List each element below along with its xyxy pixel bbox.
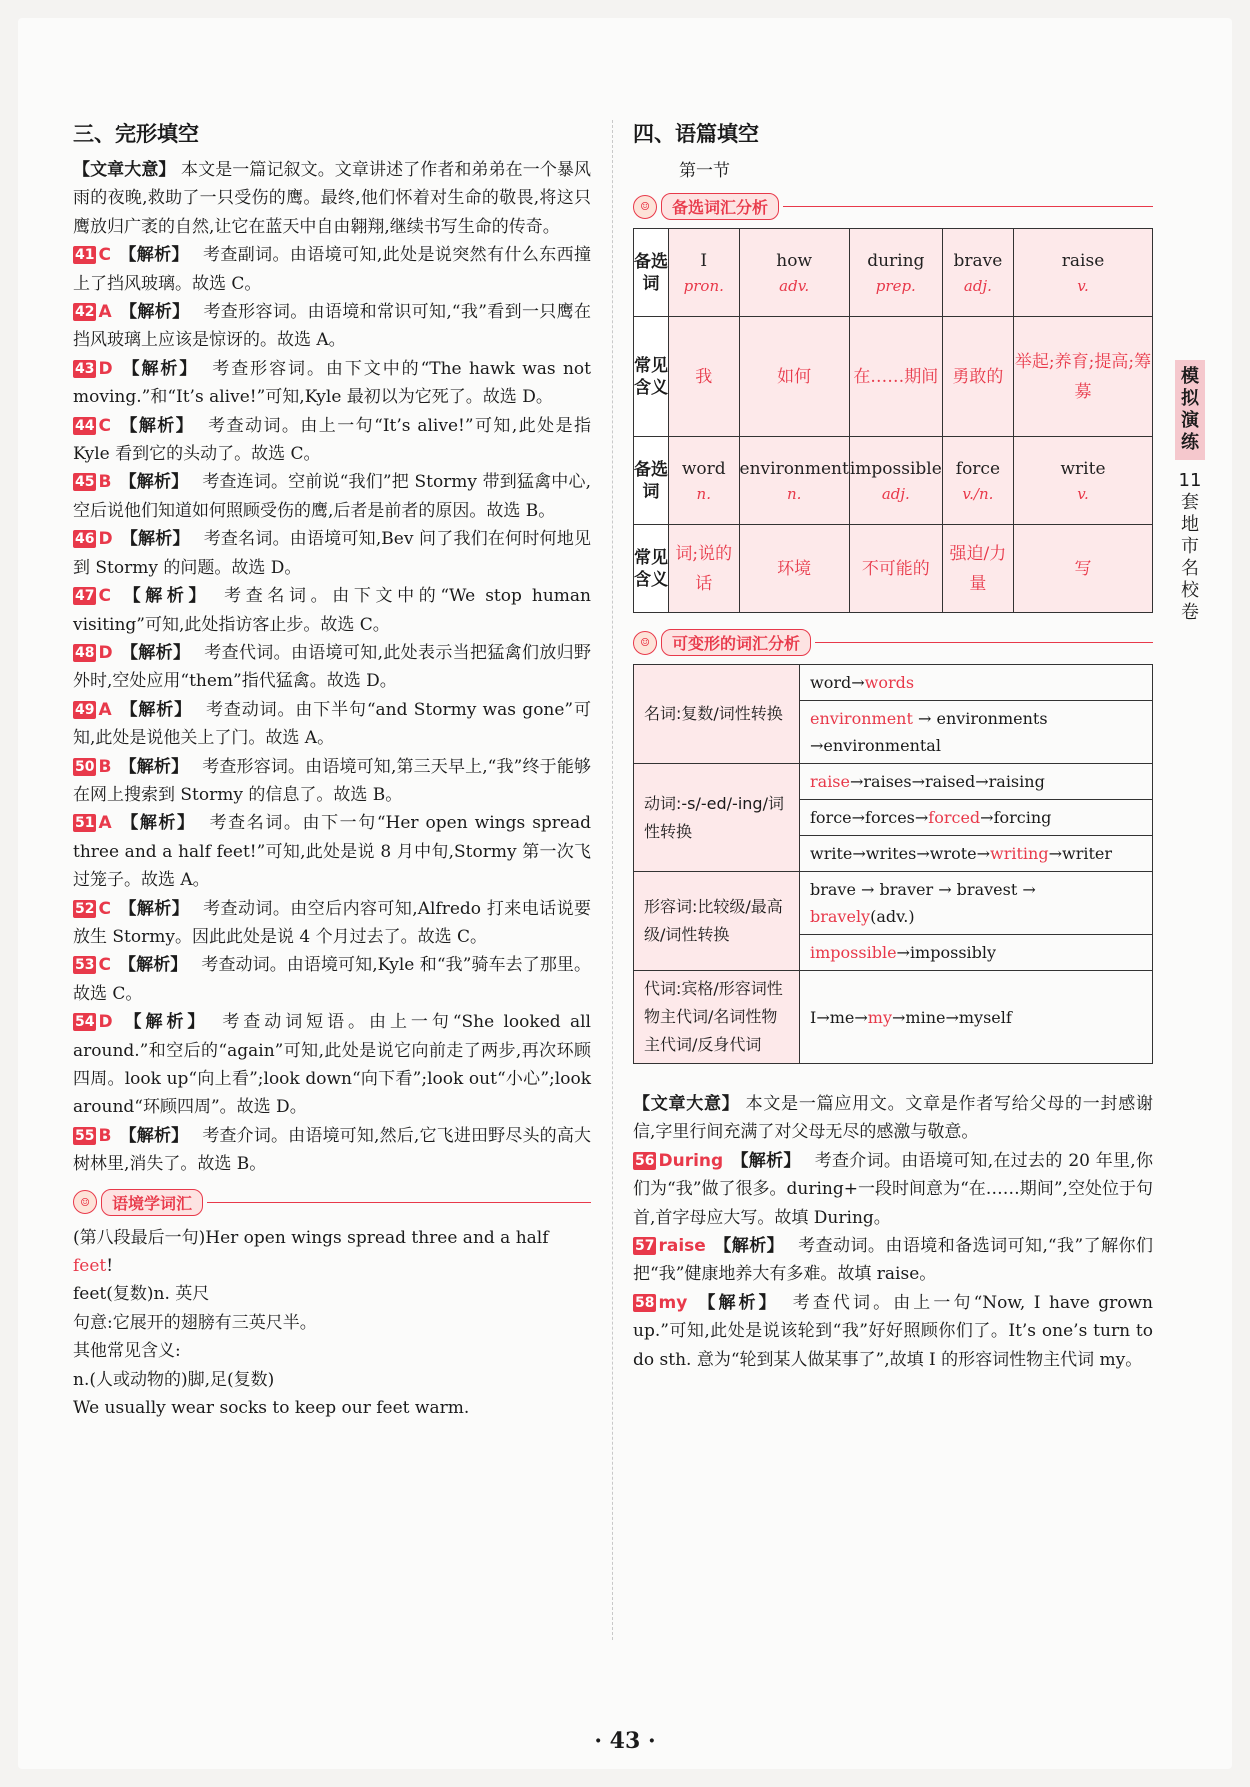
meaning: 词;说的话 (675, 543, 733, 594)
part-of-speech: v. (1077, 276, 1089, 295)
question-number: 53 (75, 957, 95, 974)
question-number: 51 (75, 815, 95, 832)
answer-choice: raise (658, 1236, 706, 1257)
right-summary (633, 1090, 1153, 1147)
answer-choice: D (98, 529, 113, 550)
meaning: 在……期间 (853, 366, 939, 387)
question-number: 46 (75, 531, 95, 548)
analysis-text: 考查形容词。由语境和常识可知,“我”看到一只鹰在挡风玻璃上应该是惊讶的。故选 A。 (73, 302, 592, 351)
word: how (776, 250, 813, 271)
question-number: 55 (75, 1127, 95, 1144)
vocab-text: (第八段最后一句)Her open wings spread three and a half (73, 1227, 549, 1248)
meaning-cell (669, 317, 740, 437)
part-of-speech: v./n. (962, 484, 994, 503)
answer-choice: D (98, 1012, 113, 1033)
part-of-speech: pron. (683, 276, 724, 295)
meaning: 不可能的 (861, 558, 930, 579)
analysis-text: 考查名词。由下一句“Her open wings spread three and a half feet!”可知,此处是说 8 月中旬,Stormy 第一次飞过笼子。故选 A。 (73, 813, 592, 891)
form-force: force→forces→forced→forcing (800, 800, 1153, 836)
word: raise (1061, 250, 1105, 271)
part-of-speech: v. (1077, 484, 1089, 503)
answer-choice: A (98, 699, 112, 720)
section-subtitle: 第一节 (679, 161, 730, 181)
section-title-cloze: 三、完形填空 (73, 122, 199, 146)
answer-item (633, 1232, 1153, 1289)
analysis-text: 考查介词。由语境可知,在过去的 20 年里,你们为“我”做了很多。during+一段时间意为“在……期间”,空处位于句首,首字母应大写。故填 During。 (633, 1150, 1153, 1228)
summary-label: 【文章大意】 (633, 1094, 740, 1114)
question-number: 50 (75, 758, 95, 775)
variant-analysis-tag-label: 可变形的词汇分析 (661, 629, 811, 656)
question-number: 45 (75, 474, 95, 491)
answer-item (73, 412, 591, 469)
meaning-cell (1014, 525, 1153, 613)
analysis-label: 【解析】 (120, 1012, 209, 1033)
analysis-text: 考查动词。由语境可知,Kyle 和“我”骑车去了那里。故选 C。 (73, 955, 592, 1004)
analysis-label: 【解析】 (120, 642, 191, 663)
meaning-cell (669, 525, 740, 613)
question-number: 44 (75, 417, 95, 434)
word-cell (1014, 437, 1153, 525)
analysis-label: 【解析】 (713, 1236, 785, 1257)
word-cell (739, 437, 849, 525)
right-column (633, 112, 1153, 1374)
part-of-speech: n. (786, 484, 802, 503)
word: during (867, 250, 925, 271)
question-number: 43 (75, 360, 95, 377)
analysis-label: 【解析】 (119, 813, 196, 834)
vocab-line (73, 1280, 591, 1308)
form-environment: environment → environments →environmental (800, 701, 1153, 764)
analysis-text: 考查动词。由空后内容可知,Alfredo 打来电话说要放生 Stormy。因此此处是说 4 个月过去了。故选 C。 (73, 898, 591, 947)
vocab-text: We usually wear socks to keep our feet warm. (73, 1398, 470, 1419)
answer-choice: B (98, 1125, 112, 1146)
vocab-tag (73, 1189, 591, 1216)
form-write: write→writes→wrote→writing→writer (800, 836, 1153, 872)
word-form-table (633, 664, 1153, 1064)
page-number: · 43 · (594, 1728, 656, 1754)
analysis-label: 【解析】 (120, 529, 190, 550)
analysis-label: 【解析】 (118, 586, 211, 607)
left-column (73, 112, 591, 1422)
analysis-label: 【解析】 (119, 302, 190, 323)
vocab-box (73, 1224, 591, 1423)
category-verb: 动词:-s/-ed/-ing/词性转换 (634, 764, 800, 872)
meaning-cell (849, 525, 942, 613)
question-number: 47 (75, 588, 95, 605)
answer-item (73, 582, 591, 639)
meaning-cell (739, 317, 849, 437)
meaning: 我 (695, 366, 713, 387)
analysis-label: 【解析】 (731, 1150, 801, 1171)
tag-rule (815, 642, 1153, 643)
vocab-text: n.(人或动物的)脚,足(复数) (73, 1369, 275, 1390)
student-face-icon: ☺ (633, 631, 657, 655)
question-number: 42 (75, 304, 95, 321)
column-divider (612, 120, 613, 1640)
word-cell (849, 437, 942, 525)
part-of-speech: n. (696, 484, 711, 503)
vocab-highlight: feet (73, 1256, 107, 1277)
answer-choice: C (98, 898, 111, 919)
answer-item (73, 298, 591, 355)
answer-choice: C (98, 955, 111, 976)
question-number: 48 (75, 644, 95, 661)
word-cell (1014, 229, 1153, 317)
vocab-tag-label: 语境学词汇 (101, 1189, 203, 1216)
answer-item (73, 525, 591, 582)
meaning-cell (1014, 317, 1153, 437)
vocab-line (73, 1224, 591, 1281)
section-title-passage: 四、语篇填空 (633, 122, 759, 146)
answer-item (73, 468, 591, 525)
analysis-label: 【解析】 (118, 245, 189, 266)
meaning: 如何 (777, 366, 812, 387)
analysis-text: 考查动词。由下半句“and Stormy was gone”可知,此处是说他关上了门。故选 A。 (73, 699, 591, 749)
vocab-text: 其他常见含义: (73, 1341, 181, 1362)
word: word (681, 458, 726, 479)
analysis-text: 考查动词。由上一句“It’s alive!”可知,此处是指 Kyle 看到它的头动了。故选 C。 (73, 415, 592, 465)
summary-label: 【文章大意】 (73, 160, 176, 180)
part-of-speech: adj. (963, 276, 992, 295)
category-noun: 名词:复数/词性转换 (634, 665, 800, 764)
answer-item (73, 696, 591, 753)
meaning: 写 (1074, 558, 1092, 579)
form-word: word→words (800, 665, 1153, 701)
word: I (700, 250, 708, 271)
header-candidate: 备选词 (634, 437, 669, 525)
word: environment (739, 458, 849, 479)
analysis-text: 考查代词。由上一句“Now, I have grown up.”可知,此处是说该轮到“我”好好照顾你们了。It’s one’s turn to do sth. 意为“轮到某人做某事了”,故填 I 的形容词性物主代词 my。 (633, 1292, 1153, 1370)
side-tab-label: 模拟演练 (1175, 360, 1205, 460)
vocab-text-end: ! (106, 1256, 114, 1277)
answer-item (73, 951, 591, 1008)
answer-choice: C (98, 586, 111, 607)
analysis-text: 考查动词短语。由上一句“She looked all around.”和空后的“again”可知,此处是说它向前走了两步,再次环顾四周。look up“向上看”;look down“向下看”;look out“小心”;look around“环顾四周”。故选 D。 (73, 1012, 591, 1118)
word-cell (942, 437, 1013, 525)
word: brave (953, 250, 1003, 271)
student-face-icon: ☺ (633, 195, 657, 219)
answer-item (633, 1289, 1153, 1374)
analysis-label: 【解析】 (119, 699, 193, 720)
meaning: 环境 (777, 558, 812, 579)
answer-item (73, 1122, 591, 1179)
question-number: 57 (635, 1238, 655, 1255)
word: impossible (849, 458, 942, 479)
answer-choice: B (98, 472, 112, 493)
question-number: 49 (75, 701, 95, 718)
analysis-label: 【解析】 (119, 1125, 189, 1146)
analysis-text: 考查副词。由语境可知,此处是说突然有什么东西撞上了挡风玻璃。故选 C。 (73, 245, 591, 294)
meaning-cell (942, 525, 1013, 613)
answer-item (73, 809, 591, 894)
analysis-text: 考查名词。由语境可知,Bev 问了我们在何时何地见到 Stormy 的问题。故选 D。 (73, 529, 592, 578)
part-of-speech: adv. (779, 276, 810, 295)
answer-choice: B (98, 756, 112, 777)
question-number: 56 (635, 1152, 655, 1169)
answer-choice: D (98, 358, 113, 379)
word-cell (942, 229, 1013, 317)
answer-choice: A (98, 302, 112, 323)
analysis-label: 【解析】 (695, 1292, 779, 1313)
analysis-label: 【解析】 (119, 756, 189, 777)
analysis-text: 考查动词。由语境和备选词可知,“我”了解你们把“我”健康地养大有多难。故填 raise。 (633, 1236, 1153, 1285)
vocab-line (73, 1337, 591, 1365)
summary-text: 本文是一篇记叙文。文章讲述了作者和弟弟在一个暴风雨的夜晚,救助了一只受伤的鹰。最终,他们怀着对生命的敬畏,将这只鹰放归广袤的自然,让它在蓝天中自由翱翔,继续书写生命的传奇。 (73, 160, 592, 237)
analysis-text: 考查形容词。由下文中的“The hawk was not moving.”和“It’s alive!”可知,Kyle 最初以为它死了。故选 D。 (73, 358, 591, 408)
candidate-word-table (633, 228, 1153, 613)
word: force (955, 458, 1001, 479)
answer-item (73, 753, 591, 810)
header-meaning: 常见含义 (634, 317, 669, 437)
question-number: 54 (75, 1014, 95, 1031)
analysis-text: 考查代词。由语境可知,此处表示当把猛禽们放归野外时,空处应用“them”指代猛禽。故选 D。 (73, 642, 592, 692)
answer-item (73, 1008, 591, 1122)
word: write (1060, 458, 1106, 479)
side-tab (1175, 360, 1205, 624)
question-number: 52 (75, 900, 95, 917)
vocab-text: feet(复数)n. 英尺 (73, 1284, 210, 1305)
answer-choice: D (98, 642, 113, 663)
left-answer-list (73, 241, 591, 1178)
form-raise: raise→raises→raised→raising (800, 764, 1153, 800)
summary-text: 本文是一篇应用文。文章是作者写给父母的一封感谢信,字里行间充满了对父母无尽的感激与敬意。 (633, 1094, 1154, 1143)
answer-choice: A (98, 813, 112, 834)
word-analysis-tag (633, 193, 1153, 220)
form-brave: brave → braver → bravest → bravely(adv.) (800, 872, 1153, 935)
word-cell (739, 229, 849, 317)
analysis-text: 考查介词。由语境可知,然后,它飞进田野尽头的高大树林里,消失了。故选 B。 (73, 1125, 592, 1175)
answer-item (73, 355, 591, 412)
header-meaning: 常见含义 (634, 525, 669, 613)
right-answer-list (633, 1147, 1153, 1374)
analysis-text: 考查形容词。由语境可知,第三天早上,“我”终于能够在网上搜索到 Stormy 的信息了。故选 B。 (73, 756, 591, 805)
word-cell (669, 437, 740, 525)
answer-choice: During (658, 1150, 724, 1171)
meaning-cell (739, 525, 849, 613)
meaning: 强迫/力量 (949, 543, 1007, 594)
side-tab-sublabel: 11套地市名校卷 (1178, 470, 1202, 623)
answer-item (633, 1147, 1153, 1232)
meaning-cell (942, 317, 1013, 437)
answer-item (73, 639, 591, 696)
answer-choice: C (98, 245, 111, 266)
question-number: 58 (635, 1294, 655, 1311)
answer-item (73, 895, 591, 952)
analysis-text: 考查连词。空前说“我们”把 Stormy 带到猛禽中心,空后说他们知道如何照顾受伤的鹰,后者是前者的原因。故选 B。 (73, 472, 592, 521)
form-pronoun: I→me→my→mine→myself (800, 971, 1153, 1064)
vocab-text: 句意:它展开的翅膀有三英尺半。 (73, 1312, 317, 1333)
category-pronoun: 代词:宾格/形容词性物主代词/名词性物主代词/反身代词 (634, 971, 800, 1064)
word-analysis-tag-label: 备选词汇分析 (661, 193, 779, 220)
tag-rule (207, 1202, 591, 1203)
analysis-label: 【解析】 (118, 898, 190, 919)
meaning-cell (849, 317, 942, 437)
meaning: 举起;养育;提高;筹募 (1014, 351, 1152, 402)
variant-analysis-tag (633, 629, 1153, 656)
word-cell (669, 229, 740, 317)
student-face-icon: ☺ (73, 1190, 97, 1214)
vocab-line (73, 1394, 591, 1422)
analysis-label: 【解析】 (119, 472, 189, 493)
answer-item (73, 241, 591, 298)
form-impossible: impossible→impossibly (800, 935, 1153, 971)
vocab-line (73, 1309, 591, 1337)
analysis-text: 考查名词。由下文中的“We stop human visiting”可知,此处指访客止步。故选 C。 (73, 586, 592, 635)
category-adjective: 形容词:比较级/最高级/词性转换 (634, 872, 800, 971)
left-summary (73, 156, 591, 241)
analysis-label: 【解析】 (118, 955, 188, 976)
analysis-label: 【解析】 (120, 358, 199, 379)
meaning: 勇敢的 (952, 366, 1004, 387)
part-of-speech: prep. (875, 276, 916, 295)
answer-choice: my (658, 1292, 688, 1313)
word-cell (849, 229, 942, 317)
answer-choice: C (98, 415, 111, 436)
analysis-label: 【解析】 (118, 415, 195, 436)
part-of-speech: adj. (881, 484, 910, 503)
vocab-line (73, 1366, 591, 1394)
question-number: 41 (75, 247, 95, 264)
tag-rule (783, 206, 1153, 207)
header-candidate: 备选词 (634, 229, 669, 317)
